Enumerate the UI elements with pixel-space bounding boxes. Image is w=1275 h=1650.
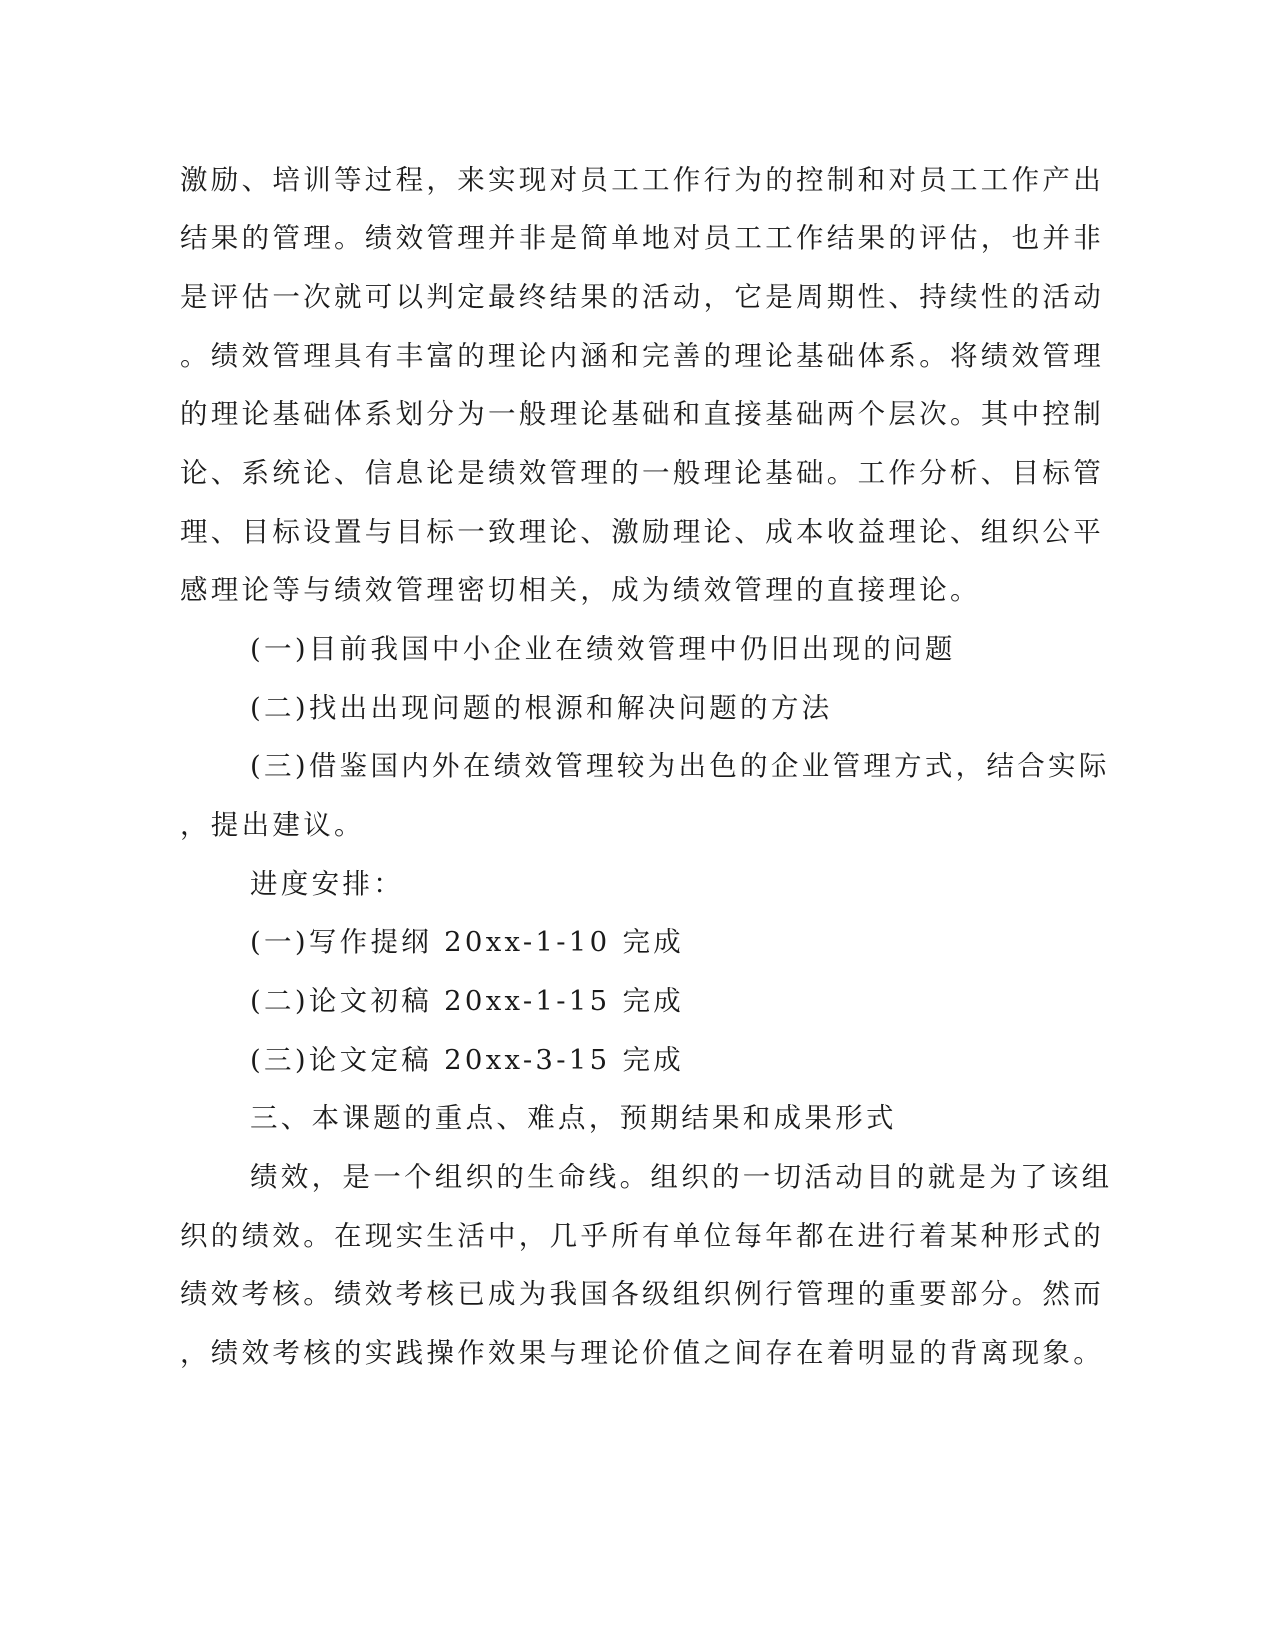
- list-item: (一)目前我国中小企业在绩效管理中仍旧出现的问题: [250, 633, 956, 665]
- paragraph-line: 是评估一次就可以判定最终结果的活动，它是周期性、持续性的活动: [180, 281, 1104, 313]
- schedule-item: (一)写作提纲 20xx-1-10 完成: [250, 926, 685, 958]
- section-heading: 三、本课题的重点、难点，预期结果和成果形式: [250, 1102, 897, 1134]
- paragraph-line: 绩效考核。绩效考核已成为我国各级组织例行管理的重要部分。然而: [180, 1278, 1104, 1310]
- paragraph-line: 感理论等与绩效管理密切相关，成为绩效管理的直接理论。: [180, 574, 981, 606]
- paragraph-line: 论、系统论、信息论是绩效管理的一般理论基础。工作分析、目标管: [180, 457, 1104, 489]
- paragraph-line: 的理论基础体系划分为一般理论基础和直接基础两个层次。其中控制: [180, 398, 1104, 430]
- schedule-item: (三)论文定稿 20xx-3-15 完成: [250, 1044, 685, 1076]
- paragraph-line: 绩效，是一个组织的生命线。组织的一切活动目的就是为了该组: [250, 1161, 1113, 1193]
- paragraph-line: ，提出建议。: [180, 809, 365, 841]
- paragraph-line: 。绩效管理具有丰富的理论内涵和完善的理论基础体系。将绩效管理: [180, 340, 1104, 372]
- paragraph-line: 理、目标设置与目标一致理论、激励理论、成本收益理论、组织公平: [180, 516, 1104, 548]
- list-item: (三)借鉴国内外在绩效管理较为出色的企业管理方式，结合实际: [250, 750, 1110, 782]
- paragraph-line: 结果的管理。绩效管理并非是简单地对员工工作结果的评估，也并非: [180, 222, 1104, 254]
- list-item: (二)找出出现问题的根源和解决问题的方法: [250, 692, 833, 724]
- paragraph-line: ，绩效考核的实践操作效果与理论价值之间存在着明显的背离现象。: [180, 1337, 1104, 1369]
- paragraph-line: 织的绩效。在现实生活中，几乎所有单位每年都在进行着某种形式的: [180, 1220, 1104, 1252]
- paragraph-line: 激励、培训等过程，来实现对员工工作行为的控制和对员工工作产出: [180, 164, 1104, 196]
- section-label: 进度安排：: [250, 868, 404, 900]
- schedule-item: (二)论文初稿 20xx-1-15 完成: [250, 985, 685, 1017]
